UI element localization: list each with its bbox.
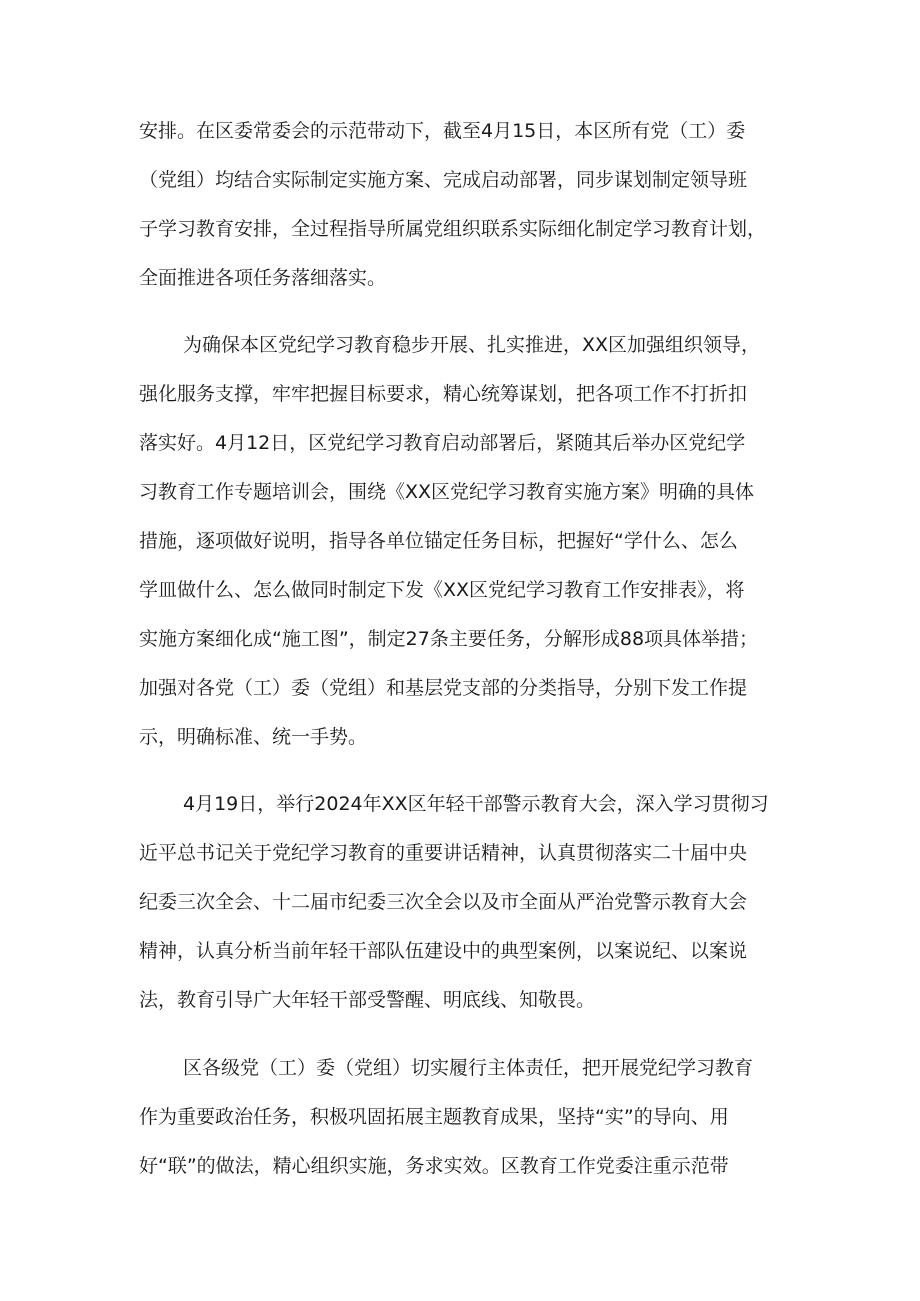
paragraph-2-line-9: 示，明确标准、统一手势。 [139,726,368,748]
paragraph-4-line-3: 好“联”的做法，精心组织实施，务求实效。区教育工作党委注重示范带 [139,1155,729,1177]
paragraph-2-line-6: 学皿做什么、怎么做同时制定下发《XX区党纪学习教育工作安排表》，将 [139,579,745,601]
paragraph-4-line-2: 作为重要政治任务，积极巩固拓展主题教育成果，坚持“实”的导向、用 [139,1106,729,1128]
paragraph-2-line-4: 习教育工作专题培训会，围绕《XX区党纪学习教育实施方案》明确的具体 [139,481,755,503]
paragraph-1-line-4: 全面推进各项任务落细落实。 [139,267,387,289]
paragraph-2-line-1: 为确保本区党纪学习教育稳步开展、扎实推进，XX区加强组织领导， [183,334,761,356]
paragraph-1-line-3: 子学习教育安排，全过程指导所属党组织联系实际细化制定学习教育计划， [139,218,767,240]
paragraph-3-line-2: 近平总书记关于党纪学习教育的重要讲话精神，认真贯彻落实二十届中央 [139,842,748,864]
paragraph-1-line-1: 安排。在区委常委会的示范带动下，截至4月15日，本区所有党（工）委 [139,120,746,142]
paragraph-1-line-2: （党组）均结合实际制定实施方案、完成启动部署，同步谋划制定领导班 [139,169,748,191]
paragraph-3-line-4: 精神，认真分析当前年轻干部队伍建设中的典型案例，以案说纪、以案说 [139,940,748,962]
paragraph-2-line-5: 措施，逐项做好说明，指导各单位锚定任务目标，把握好“学什么、怎么 [139,530,738,552]
paragraph-3-line-5: 法，教育引导广大年轻干部受警醒、明底线、知敬畏。 [139,989,596,1011]
paragraph-2-line-3: 落实好。4月12日，区党纪学习教育启动部署后，紧随其后举办区党纪学 [139,432,746,454]
paragraph-3-line-3: 纪委三次全会、十二届市纪委三次全会以及市全面从严治党警示教育大会 [139,891,748,913]
paragraph-2-line-2: 强化服务支撑，牢牢把握目标要求，精心统筹谋划，把各项工作不打折扣 [139,383,748,405]
paragraph-2-line-8: 加强对各党（工）委（党组）和基层党支部的分类指导，分别下发工作提 [139,677,748,699]
paragraph-3-line-1: 4月19日，举行2024年XX区年轻干部警示教育大会，深入学习贯彻习 [183,793,769,815]
paragraph-2-line-7: 实施方案细化成“施工图”，制定27条主要任务，分解形成88项具体举措； [139,628,759,650]
paragraph-4-line-1: 区各级党（工）委（党组）切实履行主体责任，把开展党纪学习教育 [183,1057,754,1079]
